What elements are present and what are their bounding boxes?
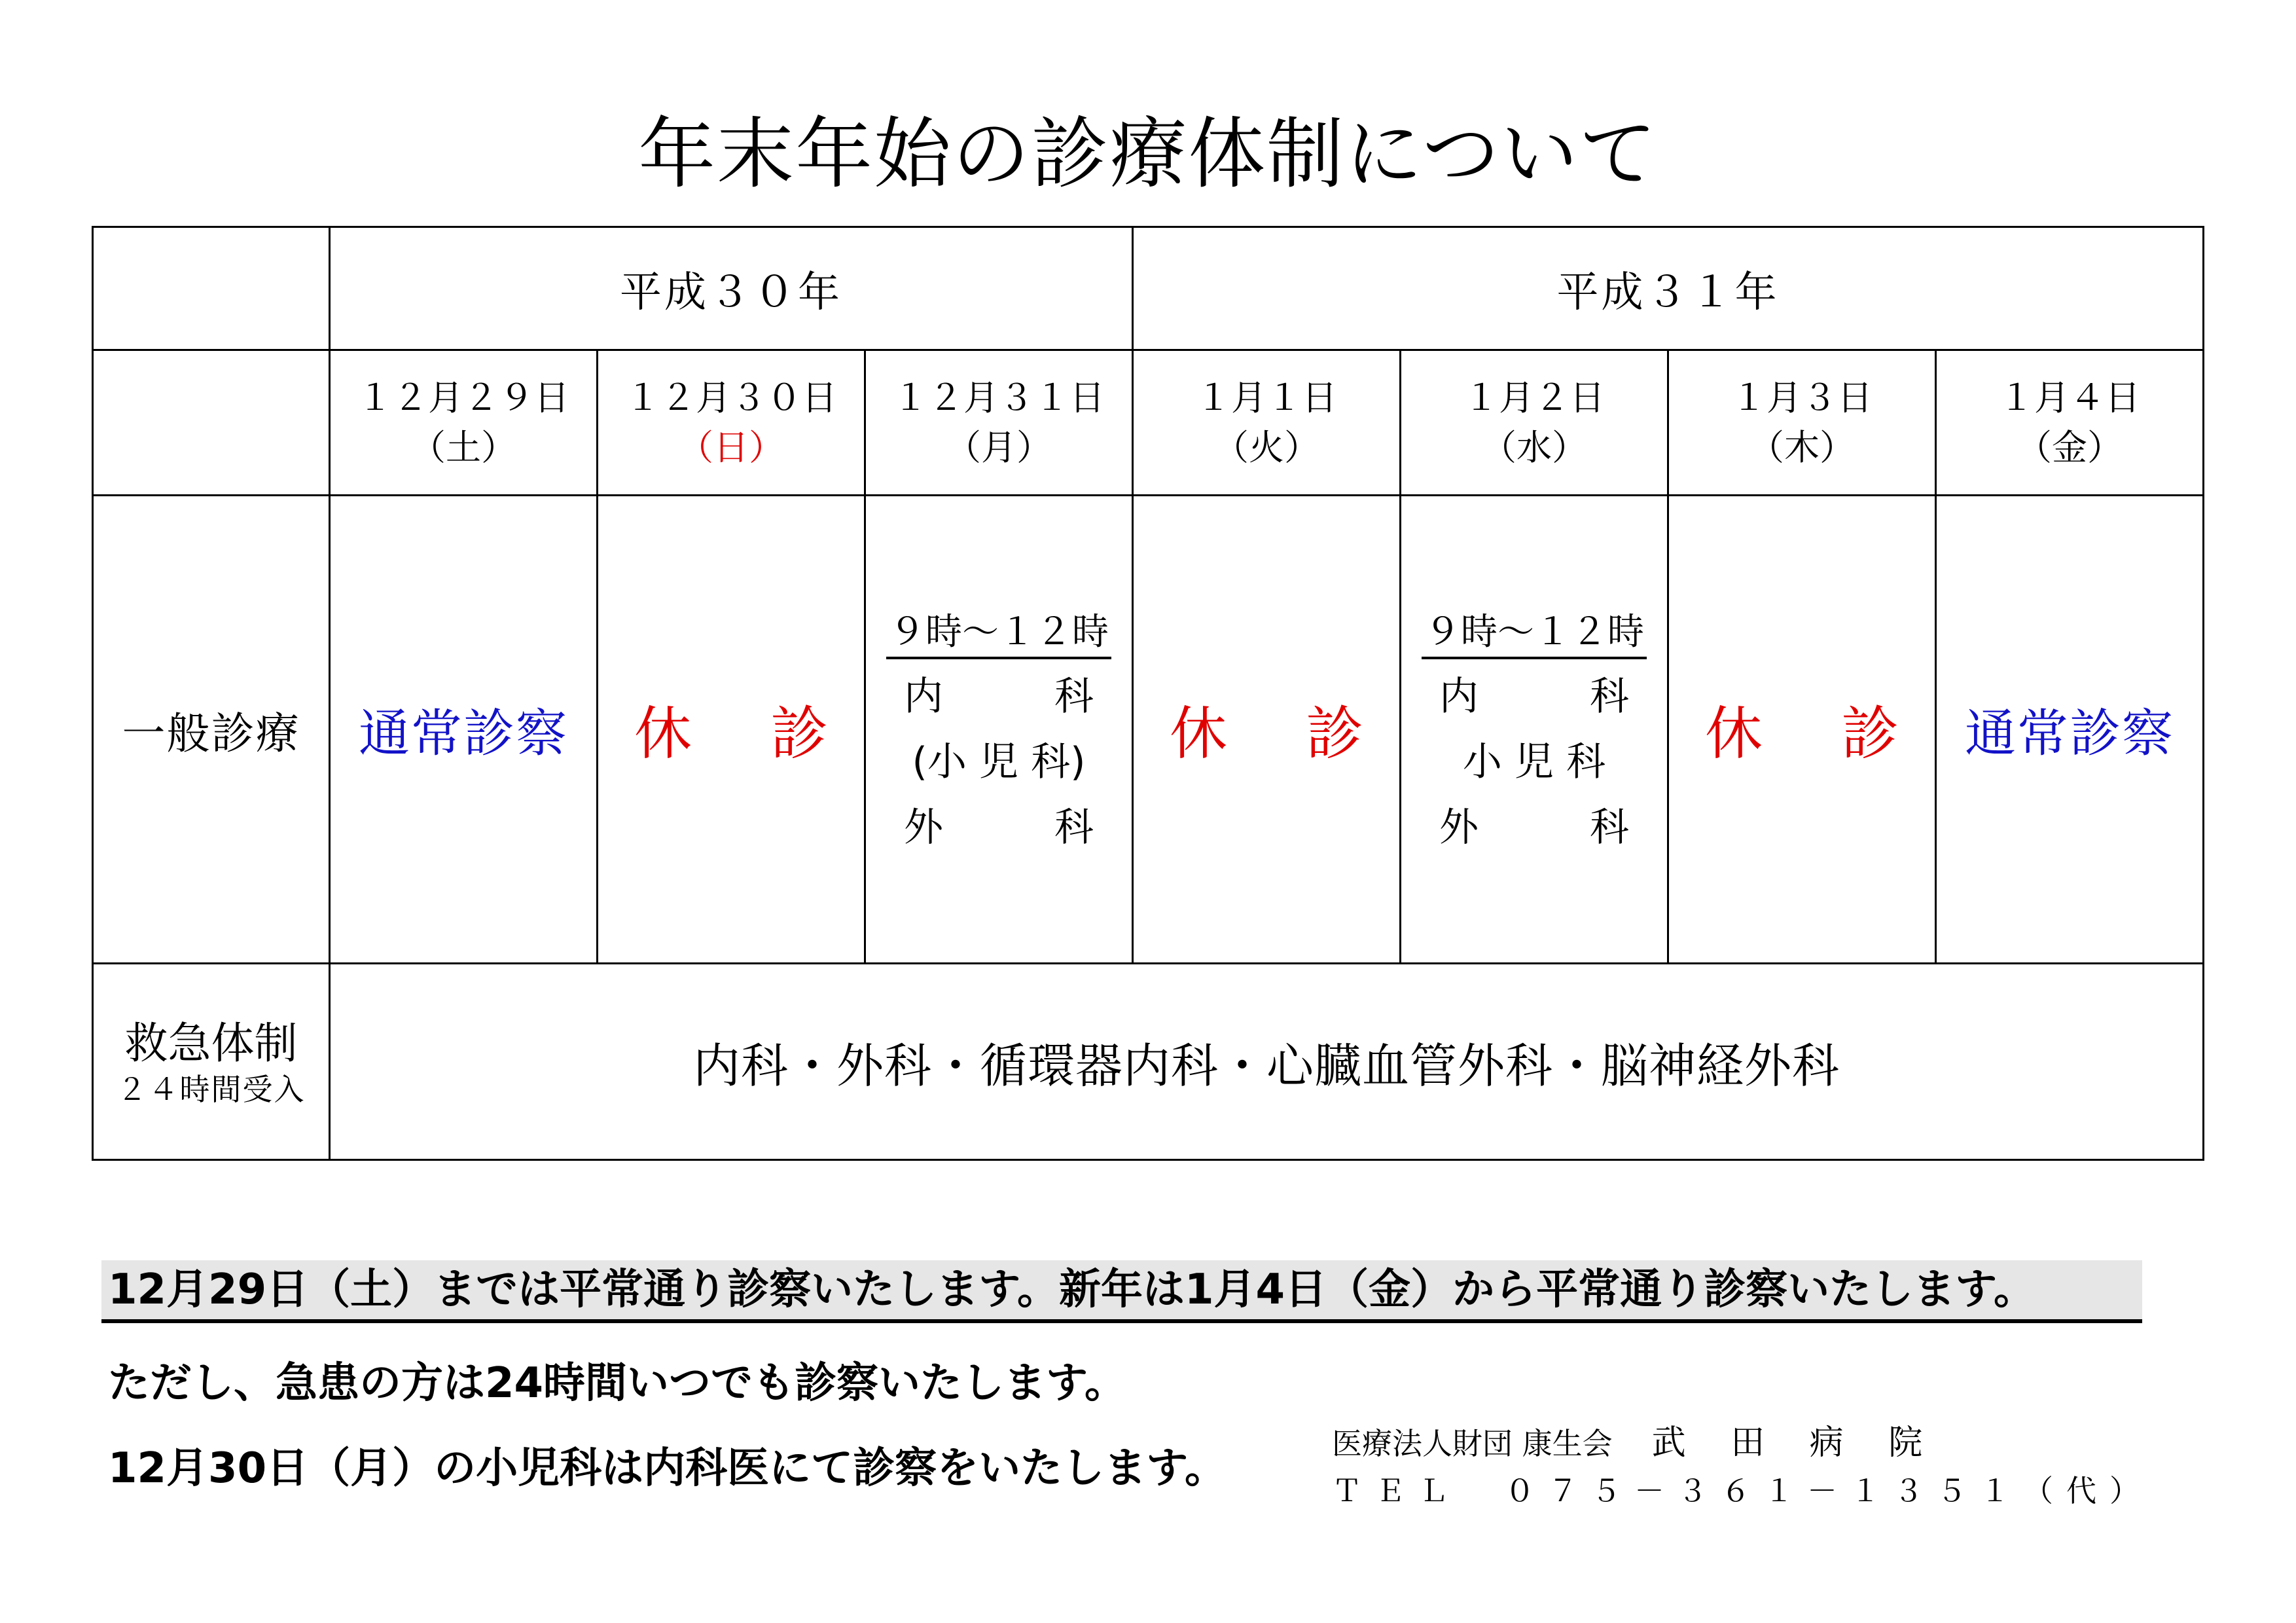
dept-surgery: 外 科 bbox=[1439, 805, 1629, 850]
hospital-corp: 医療法人財団 康生会 bbox=[1332, 1426, 1613, 1461]
date-text: １月３日 bbox=[1731, 376, 1873, 418]
short-hours: ９時～１２時 bbox=[886, 610, 1111, 659]
date-text: １２月３０日 bbox=[625, 376, 837, 418]
schedule-table bbox=[92, 226, 2204, 1161]
hospital-name-line bbox=[1332, 1419, 2153, 1467]
closed-char-1: 休 bbox=[634, 700, 692, 767]
year-row bbox=[93, 227, 2204, 350]
dept-internal: 内 科 bbox=[904, 674, 1094, 720]
status-closed-dec30 bbox=[598, 496, 865, 964]
closed-char-2: 診 bbox=[1841, 700, 1899, 767]
emergency-label: 救急体制 bbox=[124, 1017, 298, 1068]
weekday-text: （木） bbox=[1749, 426, 1855, 468]
date-text: １２月３１日 bbox=[893, 376, 1105, 418]
note-line-1: 12月29日（土）までは平常通り診察いたします。新年は1月4日（金）から平常通り診察いたします。 bbox=[108, 1266, 2036, 1314]
date-row bbox=[93, 350, 2204, 496]
weekday-text: （月） bbox=[946, 426, 1052, 468]
note-line-2: ただし、急患の方は24時間いつでも診察いたします。 bbox=[108, 1359, 1126, 1408]
hospital-name: 武 田 病 院 bbox=[1651, 1423, 1940, 1463]
page-title: 年末年始の診療体制について bbox=[638, 109, 1658, 199]
weekday-text: （金） bbox=[2017, 426, 2123, 468]
weekday-text: （火） bbox=[1213, 426, 1319, 468]
date-cell-dec30 bbox=[598, 350, 865, 496]
weekday-text-sunday: （日） bbox=[678, 426, 784, 468]
date-text: １月４日 bbox=[1999, 376, 2140, 418]
status-closed-jan3 bbox=[1668, 496, 1936, 964]
dept-pediatrics: 小 児 科 bbox=[1462, 739, 1606, 785]
date-cell-dec29 bbox=[330, 350, 598, 496]
date-text: １月１日 bbox=[1196, 376, 1337, 418]
closed-char-1: 休 bbox=[1169, 700, 1227, 767]
year-cell-2018: 平成３０年 bbox=[330, 227, 1133, 350]
status-short-jan2 bbox=[1401, 496, 1668, 964]
status-normal-dec29: 通常診察 bbox=[330, 496, 598, 964]
date-cell-dec31 bbox=[865, 350, 1133, 496]
date-cell-jan2 bbox=[1401, 350, 1668, 496]
general-row bbox=[93, 496, 2204, 964]
dept-pediatrics: (小 児 科) bbox=[912, 739, 1086, 785]
weekday-text: （土） bbox=[410, 426, 516, 468]
dept-surgery: 外 科 bbox=[904, 805, 1094, 850]
year-cell-2019: 平成３１年 bbox=[1133, 227, 2204, 350]
short-hours: ９時～１２時 bbox=[1422, 610, 1647, 659]
emergency-departments: 内科・外科・循環器内科・心臓血管外科・脳神経外科 bbox=[330, 964, 2204, 1160]
weekday-text: （水） bbox=[1481, 426, 1587, 468]
closed-char-1: 休 bbox=[1704, 700, 1763, 767]
date-text: １月２日 bbox=[1463, 376, 1605, 418]
status-normal-jan4: 通常診察 bbox=[1936, 496, 2204, 964]
date-cell-jan4 bbox=[1936, 350, 2204, 496]
closed-char-2: 診 bbox=[1306, 700, 1364, 767]
emergency-label-cell bbox=[93, 964, 330, 1160]
hospital-tel: ＴＥＬ ０７５－３６１－１３５１（代） bbox=[1332, 1473, 2153, 1508]
date-row-label bbox=[93, 350, 330, 496]
date-text: １２月２９日 bbox=[357, 376, 569, 418]
corner-cell bbox=[93, 227, 330, 350]
date-cell-jan1 bbox=[1133, 350, 1401, 496]
status-closed-jan1 bbox=[1133, 496, 1401, 964]
emergency-row bbox=[93, 964, 2204, 1160]
emergency-sub-label: ２４時間受入 bbox=[117, 1071, 306, 1107]
dept-internal: 内 科 bbox=[1439, 674, 1629, 720]
general-label: 一般診療 bbox=[93, 496, 330, 964]
status-short-dec31 bbox=[865, 496, 1133, 964]
hospital-info bbox=[1332, 1419, 2153, 1514]
date-cell-jan3 bbox=[1668, 350, 1936, 496]
note-line-3: 12月30日（月）の小児科は内科医にて診察をいたします。 bbox=[108, 1444, 1227, 1493]
closed-char-2: 診 bbox=[770, 700, 829, 767]
